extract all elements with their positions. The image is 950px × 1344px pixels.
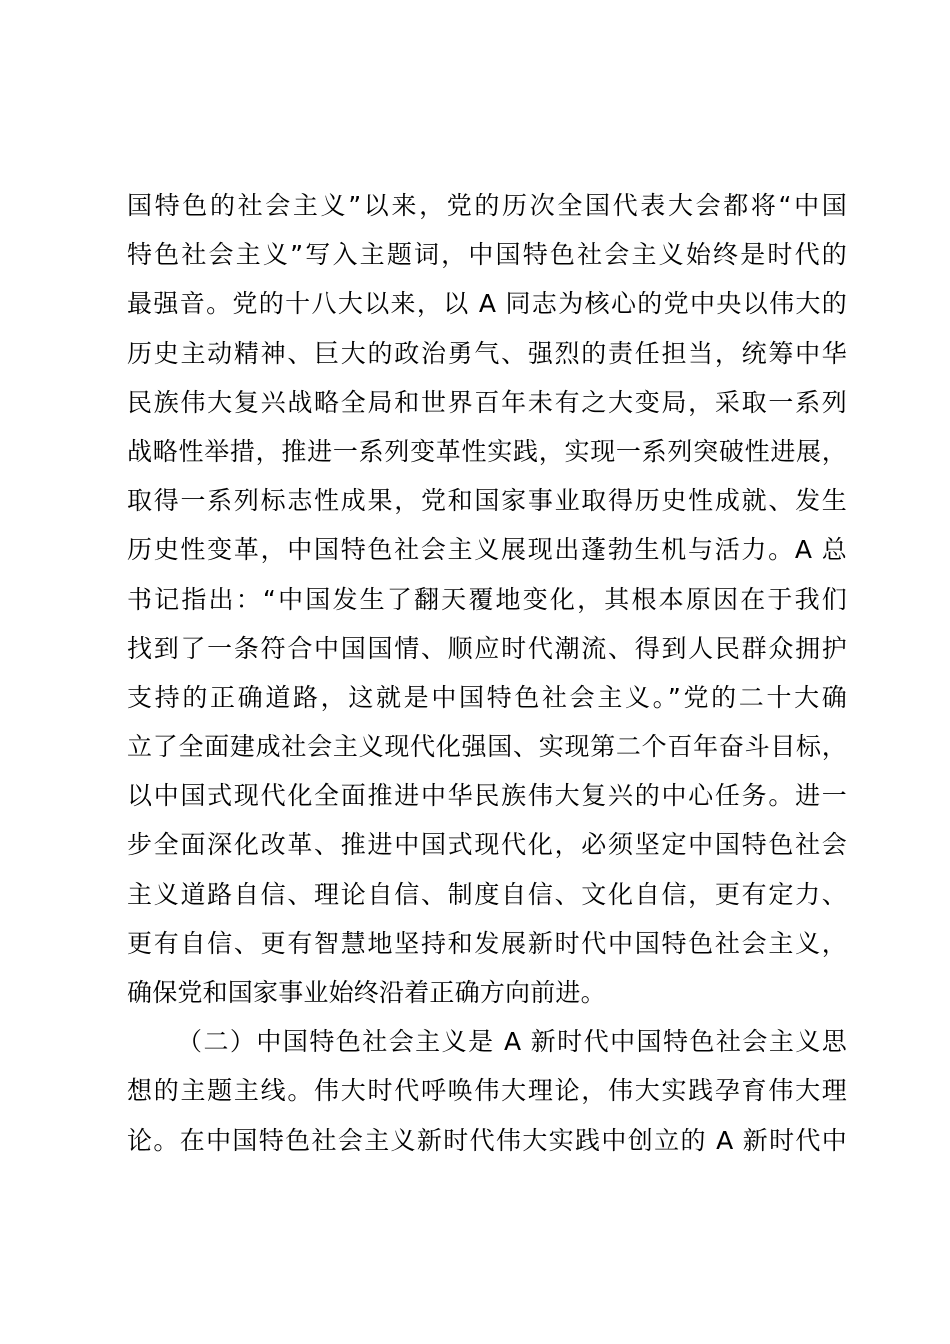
text-line: 国特色的社会主义”以来，党的历次全国代表大会都将“中国	[127, 191, 847, 220]
text-line: 取得一系列标志性成果，党和国家事业取得历史性成就、发生	[127, 486, 847, 516]
section-heading-line: （二）中国特色社会主义是 A 新时代中国特色社会主义思	[177, 1027, 847, 1057]
text-line: 民族伟大复兴战略全局和世界百年未有之大变局，采取一系列	[127, 387, 847, 417]
text-line: 历史性变革，中国特色社会主义展现出蓬勃生机与活力。A 总	[127, 535, 847, 565]
text-line: 找到了一条符合中国国情、顺应时代潮流、得到人民群众拥护	[127, 633, 847, 663]
text-line: 特色社会主义”写入主题词，中国特色社会主义始终是时代的	[127, 240, 847, 270]
text-line: 支持的正确道路，这就是中国特色社会主义。”党的二十大确	[127, 682, 847, 712]
body-text	[127, 181, 847, 1165]
text-line: 步全面深化改革、推进中国式现代化，必须坚定中国特色社会	[127, 830, 847, 860]
text-line: 立了全面建成社会主义现代化强国、实现第二个百年奋斗目标，	[127, 732, 847, 762]
text-line: 书记指出：“中国发生了翻天覆地变化，其根本原因在于我们	[127, 584, 847, 614]
text-line: 论。在中国特色社会主义新时代伟大实践中创立的 A 新时代中	[127, 1125, 847, 1155]
text-line: 主义道路自信、理论自信、制度自信、文化自信，更有定力、	[127, 879, 847, 909]
text-line: 以中国式现代化全面推进中华民族伟大复兴的中心任务。进一	[127, 781, 847, 811]
text-line: 历史主动精神、巨大的政治勇气、强烈的责任担当，统筹中华	[127, 338, 847, 368]
text-line: 想的主题主线。伟大时代呼唤伟大理论，伟大实践孕育伟大理	[127, 1076, 847, 1106]
text-line: 最强音。党的十八大以来，以 A 同志为核心的党中央以伟大的	[127, 289, 847, 319]
text-line: 更有自信、更有智慧地坚持和发展新时代中国特色社会主义，	[127, 928, 847, 958]
paragraph-end-line: 确保党和国家事业始终沿着正确方向前进。	[127, 978, 606, 1007]
text-line: 战略性举措，推进一系列变革性实践，实现一系列突破性进展，	[127, 436, 847, 466]
